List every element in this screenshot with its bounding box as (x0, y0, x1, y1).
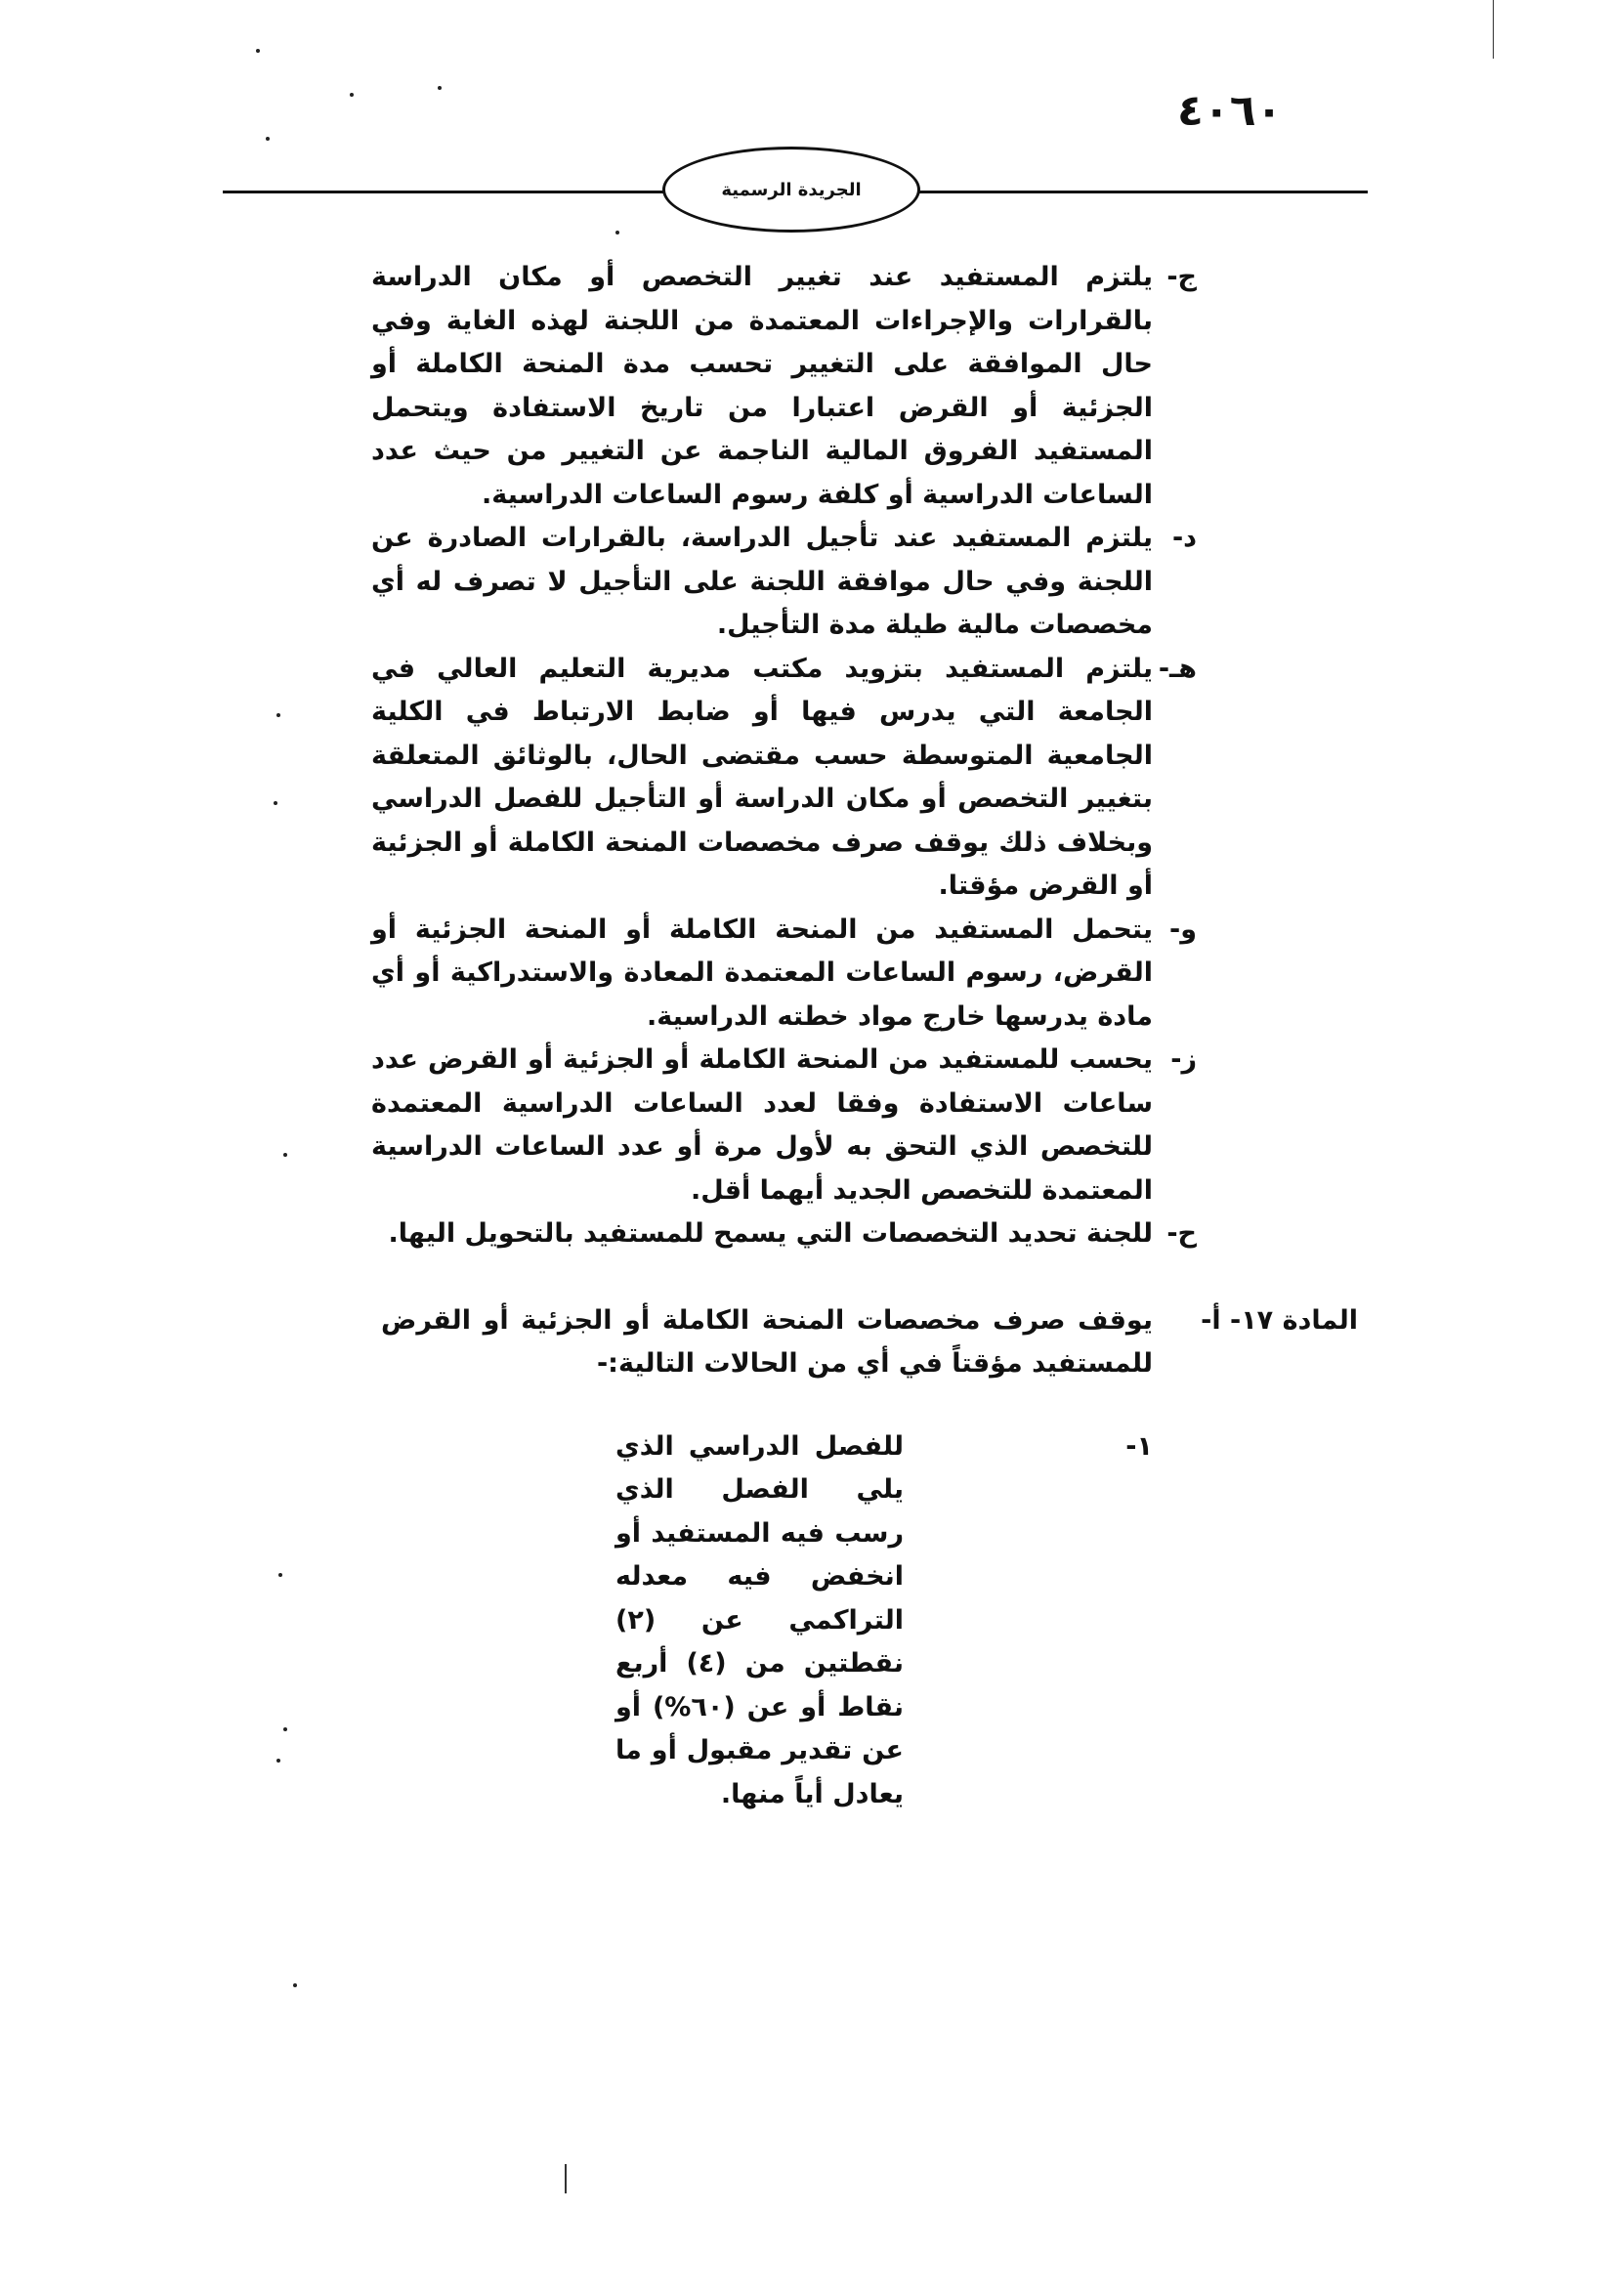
article-label (1201, 1299, 1358, 1343)
clause-mark: د- (1171, 523, 1197, 553)
article-number: المادة ١٧- (1229, 1304, 1358, 1336)
clause (147, 909, 1358, 1040)
clause-mark: ح- (1166, 1218, 1197, 1249)
clause-mark: ج- (1166, 262, 1197, 292)
clause (147, 1212, 1358, 1256)
sub-clause (147, 1425, 1358, 1817)
clause (147, 517, 1358, 648)
gazette-title: الجريدة الرسمية (721, 179, 862, 200)
clause-text: يلتزم المستفيد بتزويد مكتب مديرية التعليم العالي في الجامعة التي يدرس فيها أو ضابط الارتباط في الكلية الجامعية المتوسطة حسب مقتضى الحال، بالوثائق المتعلقة بتغيير التخصص أو مكان الدراسة أو التأجيل للفصل الدراسي وبخلاف ذلك يوقف صرف مخصصات المنحة الكاملة أو الجزئية أو القرض مؤقتا. (371, 653, 1153, 901)
clause-text: للجنة تحديد التخصصات التي يسمح للمستفيد بالتحويل اليها. (388, 1218, 1153, 1249)
clause-text: يحسب للمستفيد من المنحة الكاملة أو الجزئية أو القرض عدد ساعات الاستفادة وفقا لعدد الساعات الدراسية المعتمدة للتخصص الذي التحق به لأول مرة أو عدد الساعات الدراسية المعتمدة للتخصص الجديد أيهما أقل. (371, 1044, 1153, 1206)
scan-mark (565, 2164, 567, 2193)
sub-clause-text: للفصل الدراسي الذي يلي الفصل الذي رسب فيه المستفيد أو انخفض فيه معدله التراكمي عن (٢) نقطتين من (٤) أربع نقاط أو عن (٦٠%) أو عن تقدير مقبول أو ما يعادل أياً منها. (615, 1430, 904, 1809)
scan-speck (350, 93, 354, 97)
gazette-title-oval (662, 147, 920, 233)
clause-text: يلتزم المستفيد عند تأجيل الدراسة، بالقرارات الصادرة عن اللجنة وفي حال موافقة اللجنة على التأجيل لا تصرف له أي مخصصات مالية طيلة مدة التأجيل. (371, 523, 1153, 640)
article-text: يوقف صرف مخصصات المنحة الكاملة أو الجزئية أو القرض للمستفيد مؤقتاً في أي من الحالات التالية:- (381, 1304, 1153, 1379)
scan-mark (1493, 0, 1494, 59)
article-17 (147, 1299, 1358, 1817)
scan-speck (256, 49, 260, 53)
article-mark: أ- (1201, 1304, 1221, 1336)
clause (147, 256, 1358, 517)
scan-speck (293, 1983, 297, 1987)
sub-clause-mark: ١- (1125, 1430, 1153, 1462)
clause-mark: هـ- (1158, 653, 1197, 684)
scan-speck (438, 86, 442, 90)
scan-speck (266, 137, 270, 141)
clause-mark: ز- (1170, 1044, 1197, 1075)
clause (147, 648, 1358, 909)
gazette-body (147, 256, 1358, 1816)
clause (147, 1039, 1358, 1212)
clause-text: يلتزم المستفيد عند تغيير التخصص أو مكان الدراسة بالقرارات والإجراءات المعتمدة من اللجنة لهذه الغاية وفي حال الموافقة على التغيير تحسب مدة المنحة الكاملة أو الجزئية أو القرض اعتبارا من تاريخ الاستفادة ويتحمل المستفيد الفروق المالية الناجمة عن التغيير من حيث عدد الساعات الدراسية أو كلفة رسوم الساعات الدراسية. (371, 262, 1153, 510)
scan-speck (615, 231, 619, 234)
clause-text: يتحمل المستفيد من المنحة الكاملة أو المنحة الجزئية أو القرض، رسوم الساعات المعتمدة المعادة والاستدراكية أو أي مادة يدرسها خارج مواد خطته الدراسية. (371, 914, 1153, 1032)
page-number: ٤٠٦٠ (1177, 86, 1283, 136)
clause-mark: و- (1169, 914, 1197, 945)
